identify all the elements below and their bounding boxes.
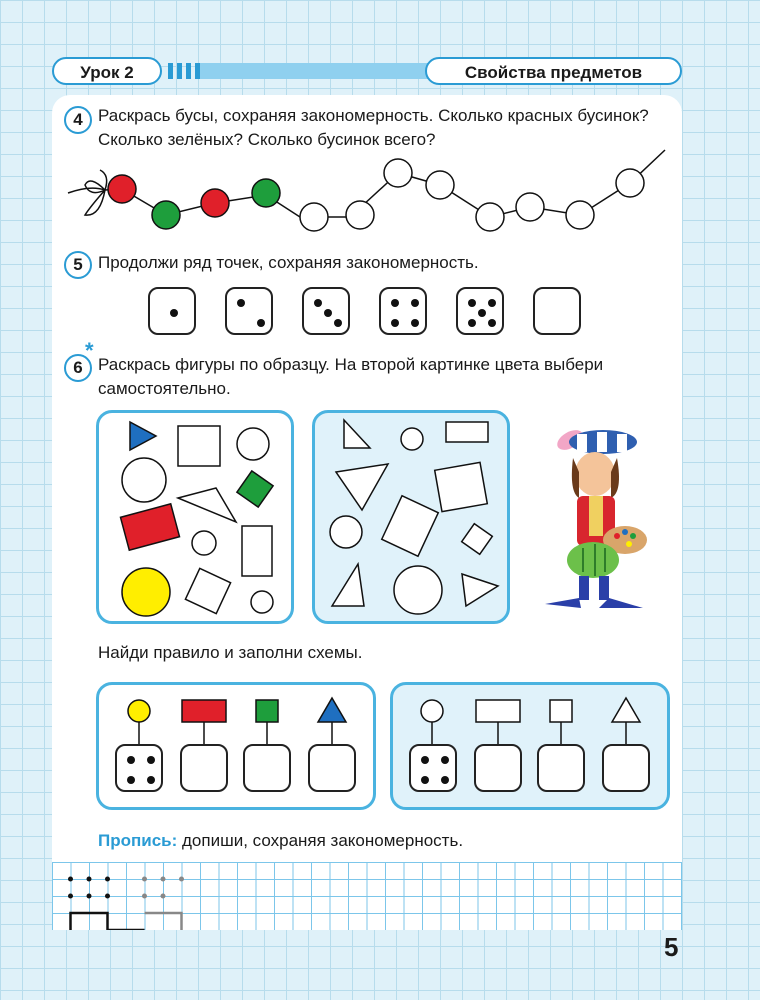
propis-label: Пропись:	[98, 831, 178, 850]
scheme-answer-box[interactable]	[180, 744, 228, 792]
dice-dot	[421, 776, 429, 784]
green-diamond	[237, 471, 273, 507]
task-4-text: Раскрась бусы, сохраняя закономерность. Сколько красных бусинок? Сколько зелёных? Сколько бусинок всего?	[98, 106, 649, 149]
dice-dot	[488, 319, 496, 327]
header-bar	[200, 63, 430, 79]
star-mark: *	[85, 338, 94, 363]
page-number: 5	[664, 932, 679, 962]
dice-3	[302, 287, 350, 335]
color-shapes[interactable]	[312, 410, 510, 624]
scheme-right-answers	[390, 682, 670, 810]
red-rectangle	[120, 504, 179, 550]
dice-dot	[237, 299, 245, 307]
blue-triangle	[130, 422, 156, 450]
white-triangle	[178, 488, 236, 522]
bead-red[interactable]	[201, 189, 229, 217]
bead-white[interactable]	[566, 201, 594, 229]
dice-dot	[334, 319, 342, 327]
white-tilted-square	[185, 568, 230, 613]
bead-green[interactable]	[152, 201, 180, 229]
dice-dot	[441, 776, 449, 784]
white-tiny-circle	[251, 591, 273, 613]
bow-icon	[85, 170, 107, 215]
white-square	[178, 426, 220, 466]
dice-2	[225, 287, 273, 335]
dice-dot	[147, 776, 155, 784]
dice-dot	[411, 299, 419, 307]
task-6-text: Раскрась фигуры по образцу. На второй картинке цвета выбери самостоятельно.	[98, 355, 604, 398]
dice-row	[148, 287, 598, 337]
dice-dot	[314, 299, 322, 307]
white-tall-rectangle	[242, 526, 272, 576]
scheme-dice-4	[115, 744, 163, 792]
task-6-number: 6	[64, 354, 92, 382]
dice-1	[148, 287, 196, 335]
scheme-answer-box[interactable]	[602, 744, 650, 792]
bead-white[interactable]	[346, 201, 374, 229]
dice-dot	[441, 756, 449, 764]
dice-dot	[488, 299, 496, 307]
beads-string[interactable]	[60, 145, 680, 245]
task-4-number: 4	[64, 106, 92, 134]
dice-dot	[468, 299, 476, 307]
dice-dot	[127, 776, 135, 784]
scheme-left-answers	[96, 682, 376, 810]
dice-dot	[421, 756, 429, 764]
dice-dot	[127, 756, 135, 764]
bead-white[interactable]	[516, 193, 544, 221]
bead-red[interactable]	[108, 175, 136, 203]
propis-text: допиши, сохраняя закономерность.	[182, 831, 464, 850]
white-small-circle	[192, 531, 216, 555]
sample-shapes	[96, 410, 294, 624]
topic-label: Свойства предметов	[425, 57, 682, 85]
dice-dot	[468, 319, 476, 327]
dice-dot	[170, 309, 178, 317]
white-circle	[237, 428, 269, 460]
dice-dot	[324, 309, 332, 317]
dice-dot	[391, 299, 399, 307]
propis-line	[98, 829, 658, 853]
bead-white[interactable]	[616, 169, 644, 197]
white-circle-large	[122, 458, 166, 502]
bead-white[interactable]	[476, 203, 504, 231]
bead-green[interactable]	[252, 179, 280, 207]
rule-task-text: Найди правило и заполни схемы.	[98, 643, 363, 662]
lesson-label: Урок 2	[52, 57, 162, 85]
dice-dot	[478, 309, 486, 317]
task-5-text: Продолжи ряд точек, сохраняя закономерность.	[98, 253, 479, 272]
dice-dot	[391, 319, 399, 327]
bead-white[interactable]	[384, 159, 412, 187]
task-5-number: 5	[64, 251, 92, 279]
scheme-answer-box[interactable]	[474, 744, 522, 792]
scheme-answer-box[interactable]	[308, 744, 356, 792]
dice-dot	[257, 319, 265, 327]
bead-white[interactable]	[300, 203, 328, 231]
propis-sample	[52, 862, 212, 930]
dice-empty[interactable]	[533, 287, 581, 335]
scheme-dice-4	[409, 744, 457, 792]
dice-dot	[411, 319, 419, 327]
dice-dot	[147, 756, 155, 764]
bead-white[interactable]	[426, 171, 454, 199]
yellow-circle	[122, 568, 170, 616]
scheme-answer-box[interactable]	[537, 744, 585, 792]
dice-4	[379, 287, 427, 335]
artist-boy-illustration	[535, 412, 655, 612]
dice-5	[456, 287, 504, 335]
scheme-answer-box[interactable]	[243, 744, 291, 792]
